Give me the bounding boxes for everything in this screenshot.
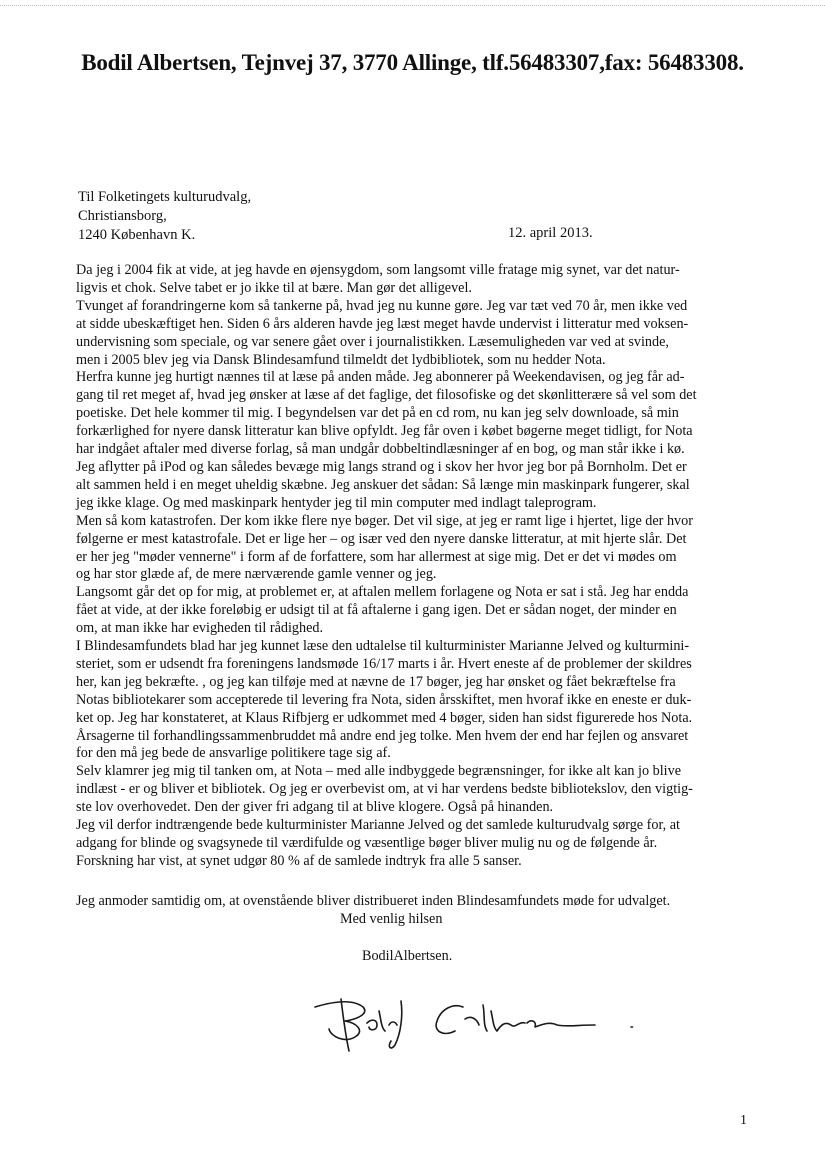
body-line: gang til ret meget af, hvad jeg ønsker at læse af det faglige, det filosofiske og det skønlitterære så vel som det [76,387,697,404]
body-line: Notas bibliotekarer som accepterede til levering fra Nota, siden årsskiftet, men hvoraf ikke en eneste er duk- [76,691,692,708]
body-line: ste lov overhovedet. Den der giver fri adgang til at blive klogere. Også på hinanden. [76,799,554,816]
body-line: ligvis et chok. Selve tabet er jo ikke til at bære. Man gør det alligevel. [76,279,472,296]
handwritten-signature [305,985,645,1055]
body-line: Årsagerne til forhandlingssammenbruddet må andre end jeg tolke. Men hvem der end har fejlen og ansvaret [76,727,689,744]
body-line: og har stor glæde af, de mere nærværende gamle venner og jeg. [76,566,437,583]
body-line: Tvunget af forandringerne kom så tankerne på, hvad jeg nu kunne gøre. Jeg var tæt ved 70 år, men ikke ved [76,297,688,314]
body-line: alt sammen held i en meget uheldig skæbne. Jeg anskuer det sådan: Så længe min maskinpark fungerer, skal [76,476,690,493]
body-line: Forskning har vist, at synet udgør 80 % af de samlede indtryk fra alle 5 sanser. [76,852,522,869]
body-line: ket op. Jeg har konstateret, at Klaus Rifbjerg er udkommet med 4 bøger, siden han sidst figurerede hos Nota. [76,709,693,726]
body-line: har indgået aftaler med diverse forlag, så man undgår dobbeltindlæsninger af en bog, og man står ikke i kø. [76,441,685,458]
body-line: her, kan jeg bekræfte. , og jeg kan tilføje med at nævne de 17 bøger, jeg har ønsket og fået bekræftelse fra [76,673,676,690]
body-line: for den må jeg bede de ansvarlige politikere tage sig af. [76,745,391,762]
body-line: Men så kom katastrofen. Der kom ikke flere nye bøger. Det vil sige, at jeg er ramt lige i hjertet, lige der hvor [76,512,693,529]
recipient-line: Til Folketingets kulturudvalg, [78,189,252,205]
body-line: følgerne er mest katastrofale. Det er lige her – og især ved den nyere danske litteratur, at mit hjerte slår. Det [76,530,687,547]
body-line: adgang for blinde og svagsynede til værdifulde og væsentlige bøger bliver mulig nu og de følgende år. [76,835,658,851]
body-line: at sidde ubeskæftiget hen. Siden 6 års alderen havde jeg læst meget havde undervist i litteratur med voksen- [76,315,689,332]
body-line: fået at vide, at der ikke foreløbig er udsigt til at få aftalerne i gang igen. Det er sådan noget, der minder en [76,602,677,619]
recipient-line: 1240 København K. [78,227,196,243]
body-line: er her jeg "møder vennerne" i form af de forfattere, som har allermest at sige mig. Det er det vi mødes om [76,548,677,565]
body-line: Jeg aflytter på iPod og kan således bevæge mig langs strand og i skov her hvor jeg bor på Bornholm. Det er [76,458,687,475]
recipient-line: Christiansborg, [78,208,167,224]
body-line: Selv klamrer jeg mig til tanken om, at Nota – med alle indbyggede begrænsninger, for ikke alt kan jo blive [76,763,682,780]
signer-name: BodilAlbertsen. [362,948,453,964]
body-line: forkærlighed for nyere dansk litteratur kan blive opfyldt. Jeg får oven i købet bøgerne meget tidligt, for Nota [76,423,693,440]
recipient-address [78,188,251,245]
body-line: jeg ikke klage. Og med maskinpark hentyder jeg til min computer med indlagt taleprogram. [76,494,597,511]
body-line: om, at man ikke har evigheden til rådighed. [76,620,324,637]
closing-greeting: Med venlig hilsen [340,911,443,927]
letter-body [76,262,766,871]
body-line: men i 2005 blev jeg via Dansk Blindesamfund tilmeldt det lydbibliotek, som nu hedder Nota. [76,351,606,368]
scan-border [0,5,825,6]
body-line: I Blindesamfundets blad har jeg kunnet læse den udtalelse til kulturminister Marianne Jelved og kulturmini- [76,638,690,655]
letterhead: Bodil Albertsen, Tejnvej 37, 3770 Allinge, tlf.56483307,fax: 56483308. [81,50,744,75]
closing-request: Jeg anmoder samtidig om, at ovenstående bliver distribueret inden Blindesamfundets møde for udvalget. [76,893,671,909]
body-line: poetiske. Det hele kommer til mig. I begyndelsen var det på en cd rom, nu kan jeg selv downloade, så min [76,405,679,422]
body-line: Jeg vil derfor indtrængende bede kulturminister Marianne Jelved og det samlede kulturudvalg sørge for, at [76,817,680,834]
body-line: Herfra kunne jeg hurtigt nænnes til at læse på anden måde. Jeg abonnerer på Weekendavisen, og jeg får ad- [76,369,685,386]
body-line: Da jeg i 2004 fik at vide, at jeg havde en øjensygdom, som langsomt ville fratage mig synet, var det natur- [76,262,680,278]
page-number: 1 [740,1113,747,1128]
body-line: undervisning som speciale, og var senere gået over i journalistikken. Læsemuligheden var ved at svinde, [76,333,669,350]
body-line: indlæst - er og bliver et bibliotek. Og jeg er overbevist om, at vi har verdens bedste bibliotekslov, den vigtig- [76,781,693,798]
letter-date: 12. april 2013. [508,225,593,241]
body-line: steriet, som er udsendt fra foreningens landsmøde 16/17 marts i år. Hvert eneste af de problemer der skildres [76,655,692,672]
body-line: Langsomt går det op for mig, at problemet er, at aftalen mellem forlagene og Nota er sat i stå. Jeg har endda [76,584,689,601]
